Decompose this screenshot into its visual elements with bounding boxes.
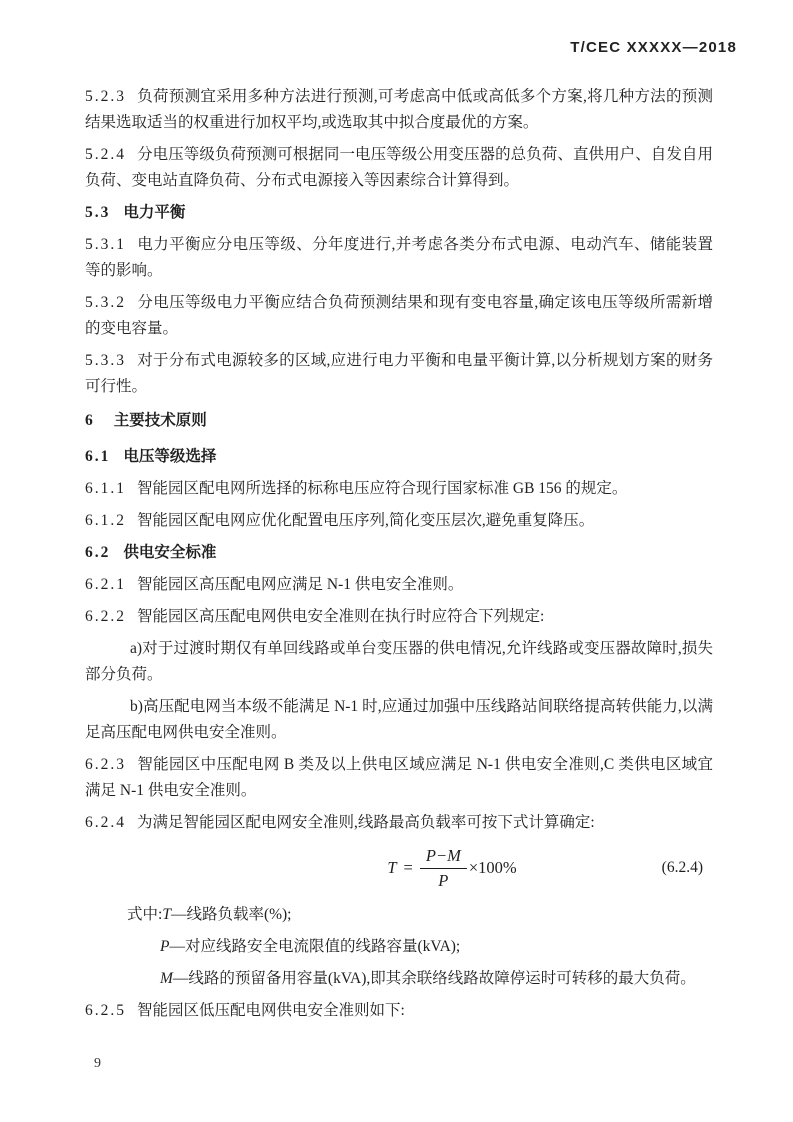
clause-number: 6.1.1 [85,480,126,497]
heading-number: 6 [85,412,95,429]
heading-number: 6.1 [85,448,111,465]
clause-text: 负荷预测宜采用多种方法进行预测,可考虑高中低或高低多个方案,将几种方法的预测结果选取适当的权重进行加权平均,或选取其中拟合度最优的方案。 [85,88,713,131]
clause-6-2-3 [85,752,713,804]
symbol-P-description: —对应线路安全电流限值的线路容量(kVA); [169,938,461,955]
clause-text: 智能园区高压配电网供电安全准则在执行时应符合下列规定: [137,608,545,625]
clause-6-2-5 [85,998,713,1024]
clause-5-3-1 [85,232,713,284]
heading-text: 主要技术原则 [113,412,207,429]
list-item-a [85,636,713,688]
where-line-P [85,934,713,960]
clause-text: 智能园区配电网所选择的标称电压应符合现行国家标准 GB 156 的规定。 [137,480,628,497]
clause-text: 智能园区高压配电网应满足 N-1 供电安全准则。 [137,576,464,593]
symbol-P: P [160,938,170,955]
clause-6-2-2 [85,604,713,630]
heading-5-3 [85,200,713,226]
clause-6-1-1 [85,476,713,502]
equation-body [387,846,516,891]
equation-fraction [420,846,467,891]
list-item-text: b)高压配电网当本级不能满足 N-1 时,应通过加强中压线路站间联络提高转供能力,以满足高压配电网供电安全准则。 [85,698,713,741]
clause-number: 6.2.2 [85,608,126,625]
clause-5-2-3 [85,84,713,136]
where-line-M [85,966,713,992]
clause-5-3-3 [85,348,713,400]
where-intro: 式中: [127,906,163,923]
heading-6 [85,408,713,434]
list-item-b [85,694,713,746]
heading-text: 供电安全标准 [123,544,217,561]
clause-number: 6.2.5 [85,1002,126,1019]
clause-number: 5.2.4 [85,146,126,163]
clause-text: 智能园区中压配电网 B 类及以上供电区域应满足 N-1 供电安全准则,C 类供电区域宜满足 N-1 供电安全准则。 [85,756,713,799]
clause-number: 5.3.1 [85,236,126,253]
equals-sign: = [403,858,413,877]
where-line-T [85,902,713,928]
symbol-M-description: —线路的预留备用容量(kVA),即其余联络线路故障停运时可转移的最大负荷。 [172,970,696,987]
clause-text: 对于分布式电源较多的区域,应进行电力平衡和电量平衡计算,以分析规划方案的财务可行性。 [85,352,713,395]
clause-number: 6.1.2 [85,512,126,529]
list-item-text: a)对于过渡时期仅有单回线路或单台变压器的供电情况,允许线路或变压器故障时,损失部分负荷。 [85,640,713,683]
heading-text: 电压等级选择 [123,448,217,465]
symbol-T: T [162,906,171,923]
doc-code-header: T/CEC XXXXX—2018 [570,39,737,56]
clause-text: 智能园区低压配电网供电安全准则如下: [137,1002,405,1019]
heading-number: 5.3 [85,204,111,221]
equation-lhs: T [387,858,397,877]
clause-text: 智能园区配电网应优化配置电压序列,简化变压层次,避免重复降压。 [137,512,595,529]
clause-5-2-4 [85,142,713,194]
page-number: 9 [94,1056,101,1071]
equation-label: (6.2.4) [661,859,703,876]
clause-number: 6.2.1 [85,576,126,593]
clause-6-1-2 [85,508,713,534]
equation-multiplier: ×100% [468,858,517,877]
clause-text: 为满足智能园区配电网安全准则,线路最高负载率可按下式计算确定: [137,814,595,831]
symbol-T-description: —线路负载率(%); [170,906,292,923]
clause-number: 5.3.3 [85,352,126,369]
clause-text: 电力平衡应分电压等级、分年度进行,并考虑各类分布式电源、电动汽车、储能装置等的影响。 [85,236,713,279]
heading-text: 电力平衡 [123,204,186,221]
fraction-denominator: P [438,870,449,890]
clause-text: 分电压等级电力平衡应结合负荷预测结果和现有变电容量,确定该电压等级所需新增的变电容量。 [85,294,713,337]
heading-6-1 [85,444,713,470]
clause-number: 6.2.3 [85,756,126,773]
clause-number: 5.3.2 [85,294,126,311]
clause-number: 5.2.3 [85,88,126,105]
clause-text: 分电压等级负荷预测可根据同一电压等级公用变压器的总负荷、直供用户、自发自用负荷、变电站直降负荷、分布式电源接入等因素综合计算得到。 [85,146,713,189]
clause-6-2-1 [85,572,713,598]
heading-number: 6.2 [85,544,111,561]
document-body [85,84,713,1030]
fraction-numerator: P−M [420,846,467,869]
symbol-M: M [160,970,173,987]
heading-6-2 [85,540,713,566]
clause-6-2-4 [85,810,713,836]
equation-6-2-4 [85,842,713,894]
clause-number: 6.2.4 [85,814,126,831]
clause-5-3-2 [85,290,713,342]
